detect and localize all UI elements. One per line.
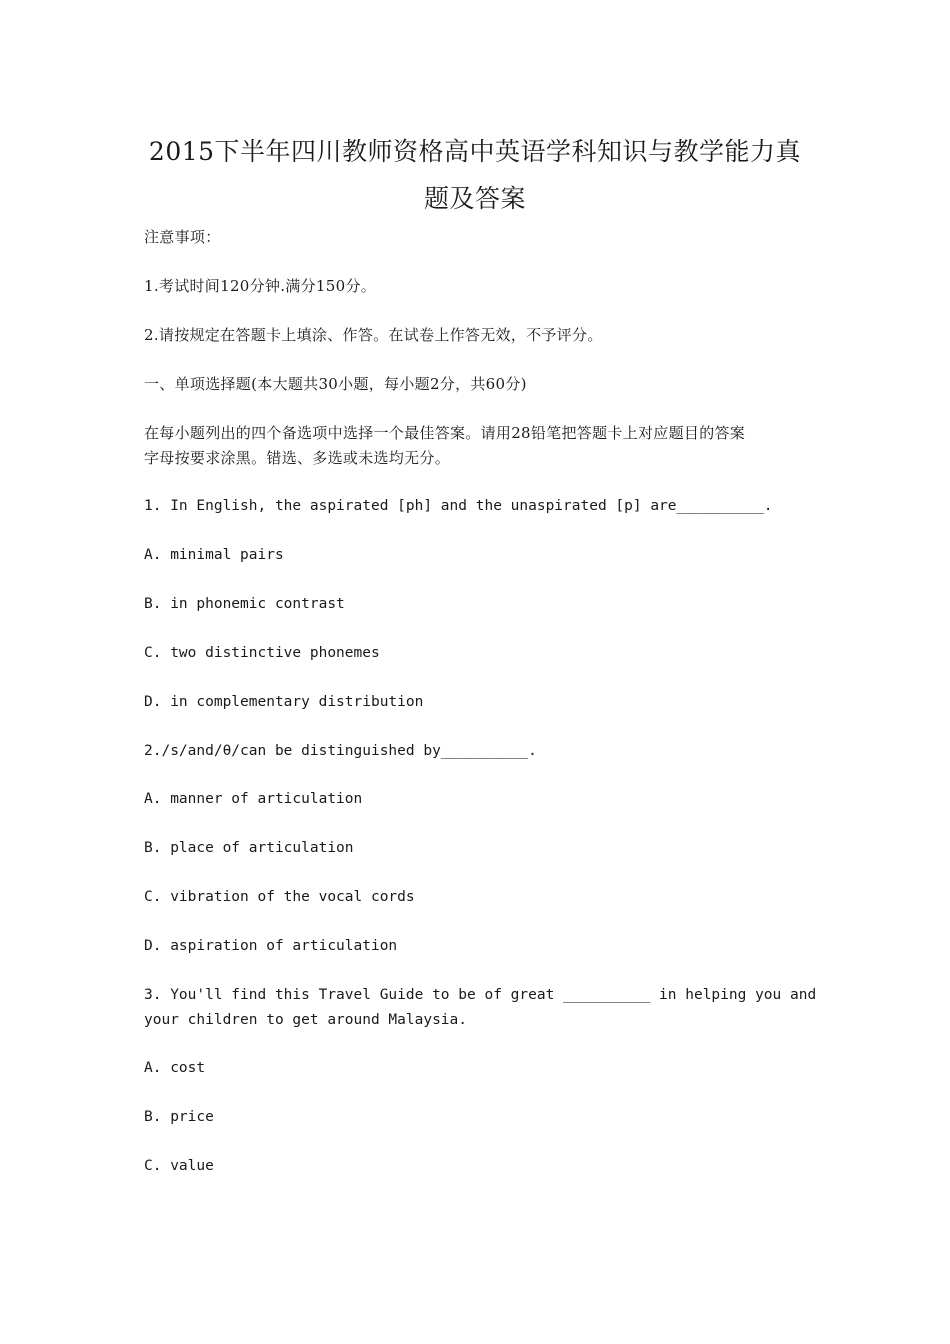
- document-title-line-1: 2015下半年四川教师资格高中英语学科知识与教学能力真: [148, 137, 802, 166]
- notice-item-2: 2.请按规定在答题卡上填涂、作答。在试卷上作答无效，不予评分。: [144, 326, 603, 344]
- question-1-option-d: D. in complementary distribution: [144, 694, 424, 710]
- section-heading: 一、单项选择题(本大题共30小题，每小题2分，共60分): [144, 375, 527, 393]
- question-2-option-b: B. place of articulation: [144, 840, 354, 856]
- instructions-line-1: 在每小题列出的四个备选项中选择一个最佳答案。请用28铅笔把答题卡上对应题目的答案: [144, 424, 746, 442]
- question-2-stem: 2./s/and/θ/can be distinguished by__________.: [144, 743, 537, 759]
- notice-heading: 注意事项：: [144, 228, 221, 246]
- question-3-option-a: A. cost: [144, 1060, 206, 1076]
- question-1-option-b: B. in phonemic contrast: [144, 596, 345, 612]
- question-1-option-c: C. two distinctive phonemes: [144, 645, 380, 661]
- instructions-line-2: 字母按要求涂黑。错选、多选或未选均无分。: [144, 449, 451, 467]
- question-1-stem: 1. In English, the aspirated [ph] and the unaspirated [p] are__________.: [144, 498, 773, 514]
- question-3-stem-line-1: 3. You'll find this Travel Guide to be of great __________ in helping you and: [144, 987, 817, 1003]
- question-3-option-b: B. price: [144, 1109, 214, 1125]
- question-2-option-c: C. vibration of the vocal cords: [144, 889, 415, 905]
- question-2-option-d: D. aspiration of articulation: [144, 938, 398, 954]
- question-3-option-c: C. value: [144, 1158, 214, 1174]
- notice-item-1: 1.考试时间120分钟.满分150分。: [144, 277, 377, 295]
- question-3-stem-line-2: your children to get around Malaysia.: [144, 1012, 468, 1028]
- document-title-line-2: 题及答案: [423, 184, 526, 213]
- question-1-option-a: A. minimal pairs: [144, 547, 284, 563]
- question-2-option-a: A. manner of articulation: [144, 791, 363, 807]
